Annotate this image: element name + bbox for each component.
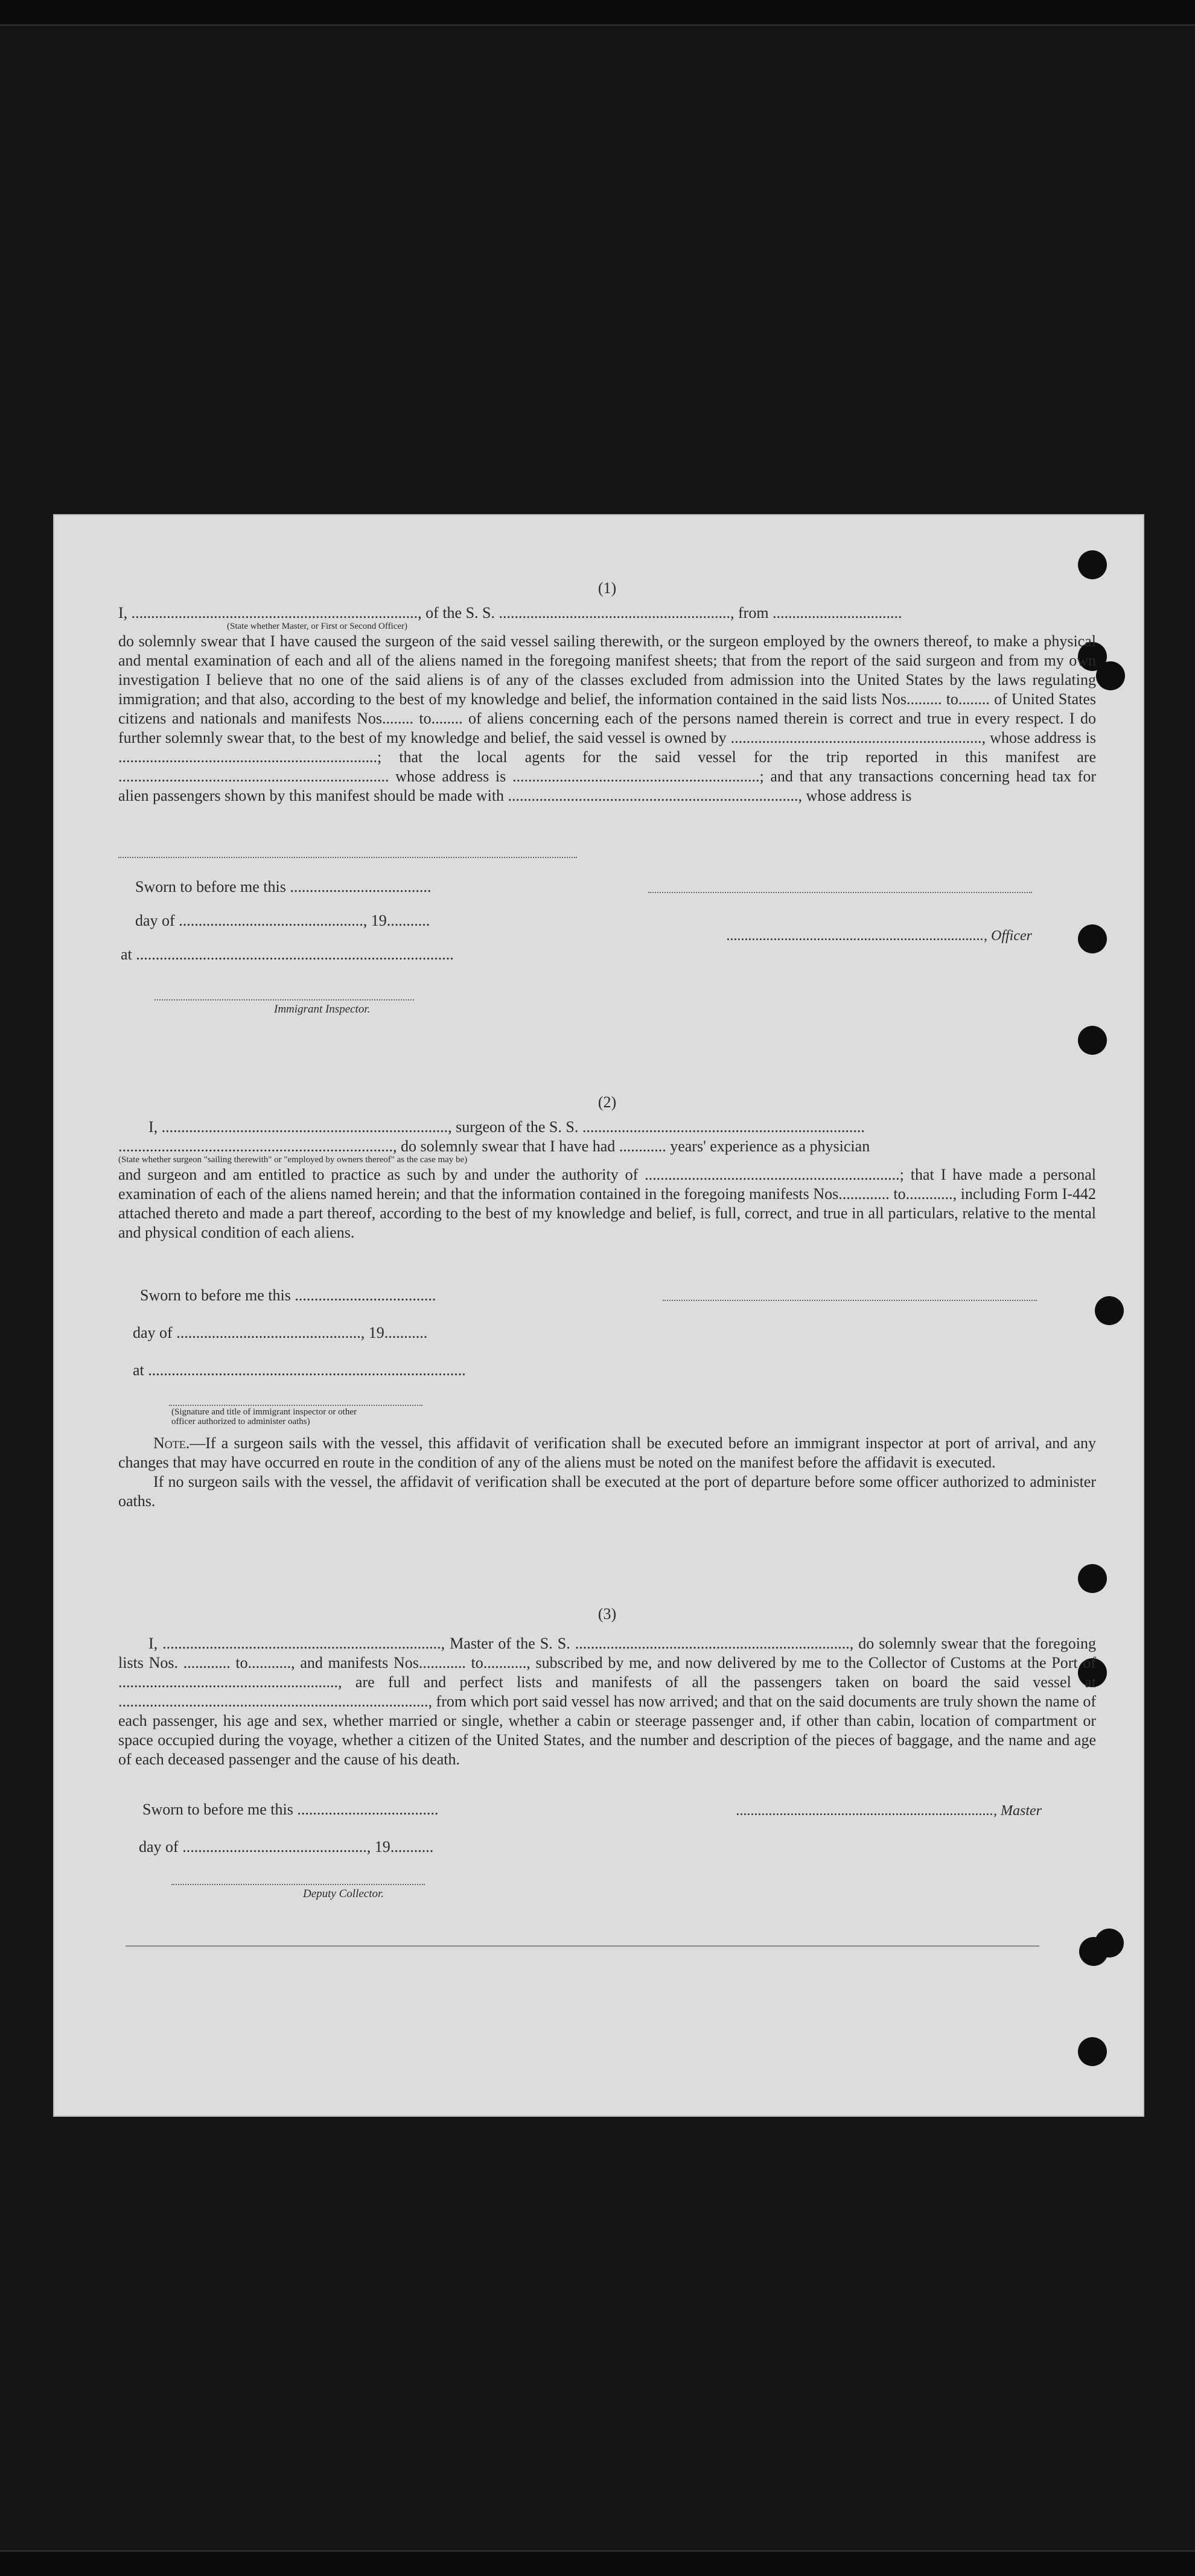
inspector-caption: Immigrant Inspector. <box>274 1003 371 1016</box>
officer-caption: (State whether Master, or First or Second Officer) <box>227 622 408 631</box>
signature-caption: (Signature and title of immigrant inspector or other officer authorized to administer oaths) <box>171 1407 357 1426</box>
sworn-block-2 <box>133 1277 502 1389</box>
sworn-line: Sworn to before me this .................................... <box>135 878 432 895</box>
affidavit-section-1 <box>118 579 1096 806</box>
day-of-line: day of ..............................................., 19........... <box>133 1324 428 1341</box>
surgeon-experience-line: ......................................................................, do solemnly swear that I have had ............ years' experience as a physician <box>118 1137 870 1155</box>
surgeon-signature-line <box>663 1300 1037 1301</box>
officer-oath-text: do solemnly swear that I have caused the surgeon of the said vessel sailing therewith, or the surgeon employed by the owners thereof, to make a physical and mental examination of each and all of the aliens named in the foregoing manifest sheets; that from the report of the said surgeon and from my own investigation I believe that no one of the said aliens is of any of the classes excluded from admission into the United States by the laws regulating immigration; and that also, according to the best of my knowledge and belief, the information contained in the said lists Nos......... to........ of United States citizens and nationals and manifests Nos........ to........ of aliens concerning each of the persons named therein is correct and true in every respect. I do further solemnly swear that, to the best of my knowledge and belief, the said vessel is owned by ................................................................, whose address is ..................................................................; that the local agents for the said vessel for the trip reported in this manifest are ..................................................................... whose address is ...............................................................; and that any transactions concerning head tax for alien passengers shown by this manifest should be made with .........................................................................., whose address is <box>118 632 1096 804</box>
note-text <box>118 1434 1096 1472</box>
manifest-back-page <box>53 514 1144 2117</box>
at-line: at ................................................................................. <box>133 1361 466 1379</box>
section-number: (1) <box>598 579 617 597</box>
sworn-line: Sworn to before me this .................................... <box>140 1286 436 1304</box>
day-of-line: day of ..............................................., 19........... <box>139 1838 434 1856</box>
note-block <box>118 1434 1096 1511</box>
punch-hole-icon <box>1078 1026 1107 1055</box>
punch-hole-icon <box>1095 1929 1124 1957</box>
punch-hole-icon <box>1078 924 1107 953</box>
film-border-bottom <box>0 2550 1195 2576</box>
affidavit-section-2 <box>118 1093 1096 1242</box>
punch-hole-icon <box>1095 1296 1124 1325</box>
surgeon-oath-line: I, ........................................................................., surgeon of the S. S. ........................................................................ <box>148 1118 865 1136</box>
collector-signature-line <box>171 1884 425 1885</box>
sworn-block-3 <box>139 1791 517 1866</box>
separator-line <box>118 857 577 858</box>
note-label: Note. <box>153 1434 190 1452</box>
at-line: at ................................................................................. <box>121 946 454 963</box>
punch-hole-icon <box>1078 550 1107 579</box>
sworn-line: Sworn to before me this .................................... <box>142 1801 439 1818</box>
surgeon-oath-text: and surgeon and am entitled to practice as such by and under the authority of .................................................................; that I have made a personal examination of each of the aliens named herein; and that the information contained in the foregoing manifests Nos............. to............, including Form I-442 attached thereto and made a part thereof, according to the best of my knowledge and belief, is full, correct, and true in all particulars, relative to the mental and physical condition of each aliens. <box>118 1166 1096 1241</box>
deputy-caption: Deputy Collector. <box>303 1887 384 1900</box>
master-line: ......................................................................., Master <box>736 1803 1042 1819</box>
master-oath-text: I, ......................................................................., Master of the S. S. ......................................................................, do solemnly swear that the foregoing lists Nos. ............ to..........., and manifests Nos............ to..........., subscribed by me, and now delivered by me to the Collector of Customs at the Port of ........................................................, are full and perfect lists and manifests of all the passengers taken on board the said vessel at ..............................................................................., from which port said vessel has now arrived; and that on the said documents are truly shown the name of each passenger, his age and sex, whether married or single, whether a cabin or steerage passenger and, if other than cabin, location of compartment or space occupied during the voyage, whether a citizen of the United States, and the number and description of the pieces of baggage, and the name and age of each deceased passenger and the cause of his death. <box>118 1635 1096 1768</box>
officer-line: ......................................................................., Officer <box>727 928 1032 944</box>
affidavit-section-3 <box>118 1605 1096 1769</box>
officer-oath-line: I, ........................................................................., of the S. S. ..........................................................., from ................................. <box>118 604 902 622</box>
surgeon-caption: (State whether surgeon "sailing therewith" or "employed by owners thereof" as the case may be) <box>118 1155 468 1165</box>
day-of-line: day of ..............................................., 19........... <box>135 912 430 929</box>
inspector-signature-line <box>169 1405 422 1406</box>
punch-hole-icon <box>1096 661 1125 690</box>
punch-hole-icon <box>1078 1564 1107 1593</box>
film-border-top <box>0 0 1195 26</box>
note-body: —If a surgeon sails with the vessel, this affidavit of verification shall be executed before an immigrant inspector at port of arrival, and any changes that may have occurred en route in the condition of any of the aliens must be noted on the manifest before the affidavit is executed. <box>118 1434 1096 1471</box>
note2-text: If no surgeon sails with the vessel, the affidavit of verification shall be executed at the port of departure before some officer authorized to administer oaths. <box>118 1473 1096 1510</box>
section-number: (3) <box>598 1605 617 1623</box>
sworn-block-1 <box>121 870 497 972</box>
section-number: (2) <box>598 1093 617 1111</box>
inspector-signature-line <box>155 999 414 1000</box>
officer-signature-line <box>648 892 1032 893</box>
punch-hole-icon <box>1078 2037 1107 2066</box>
bottom-rule <box>126 1945 1039 1947</box>
